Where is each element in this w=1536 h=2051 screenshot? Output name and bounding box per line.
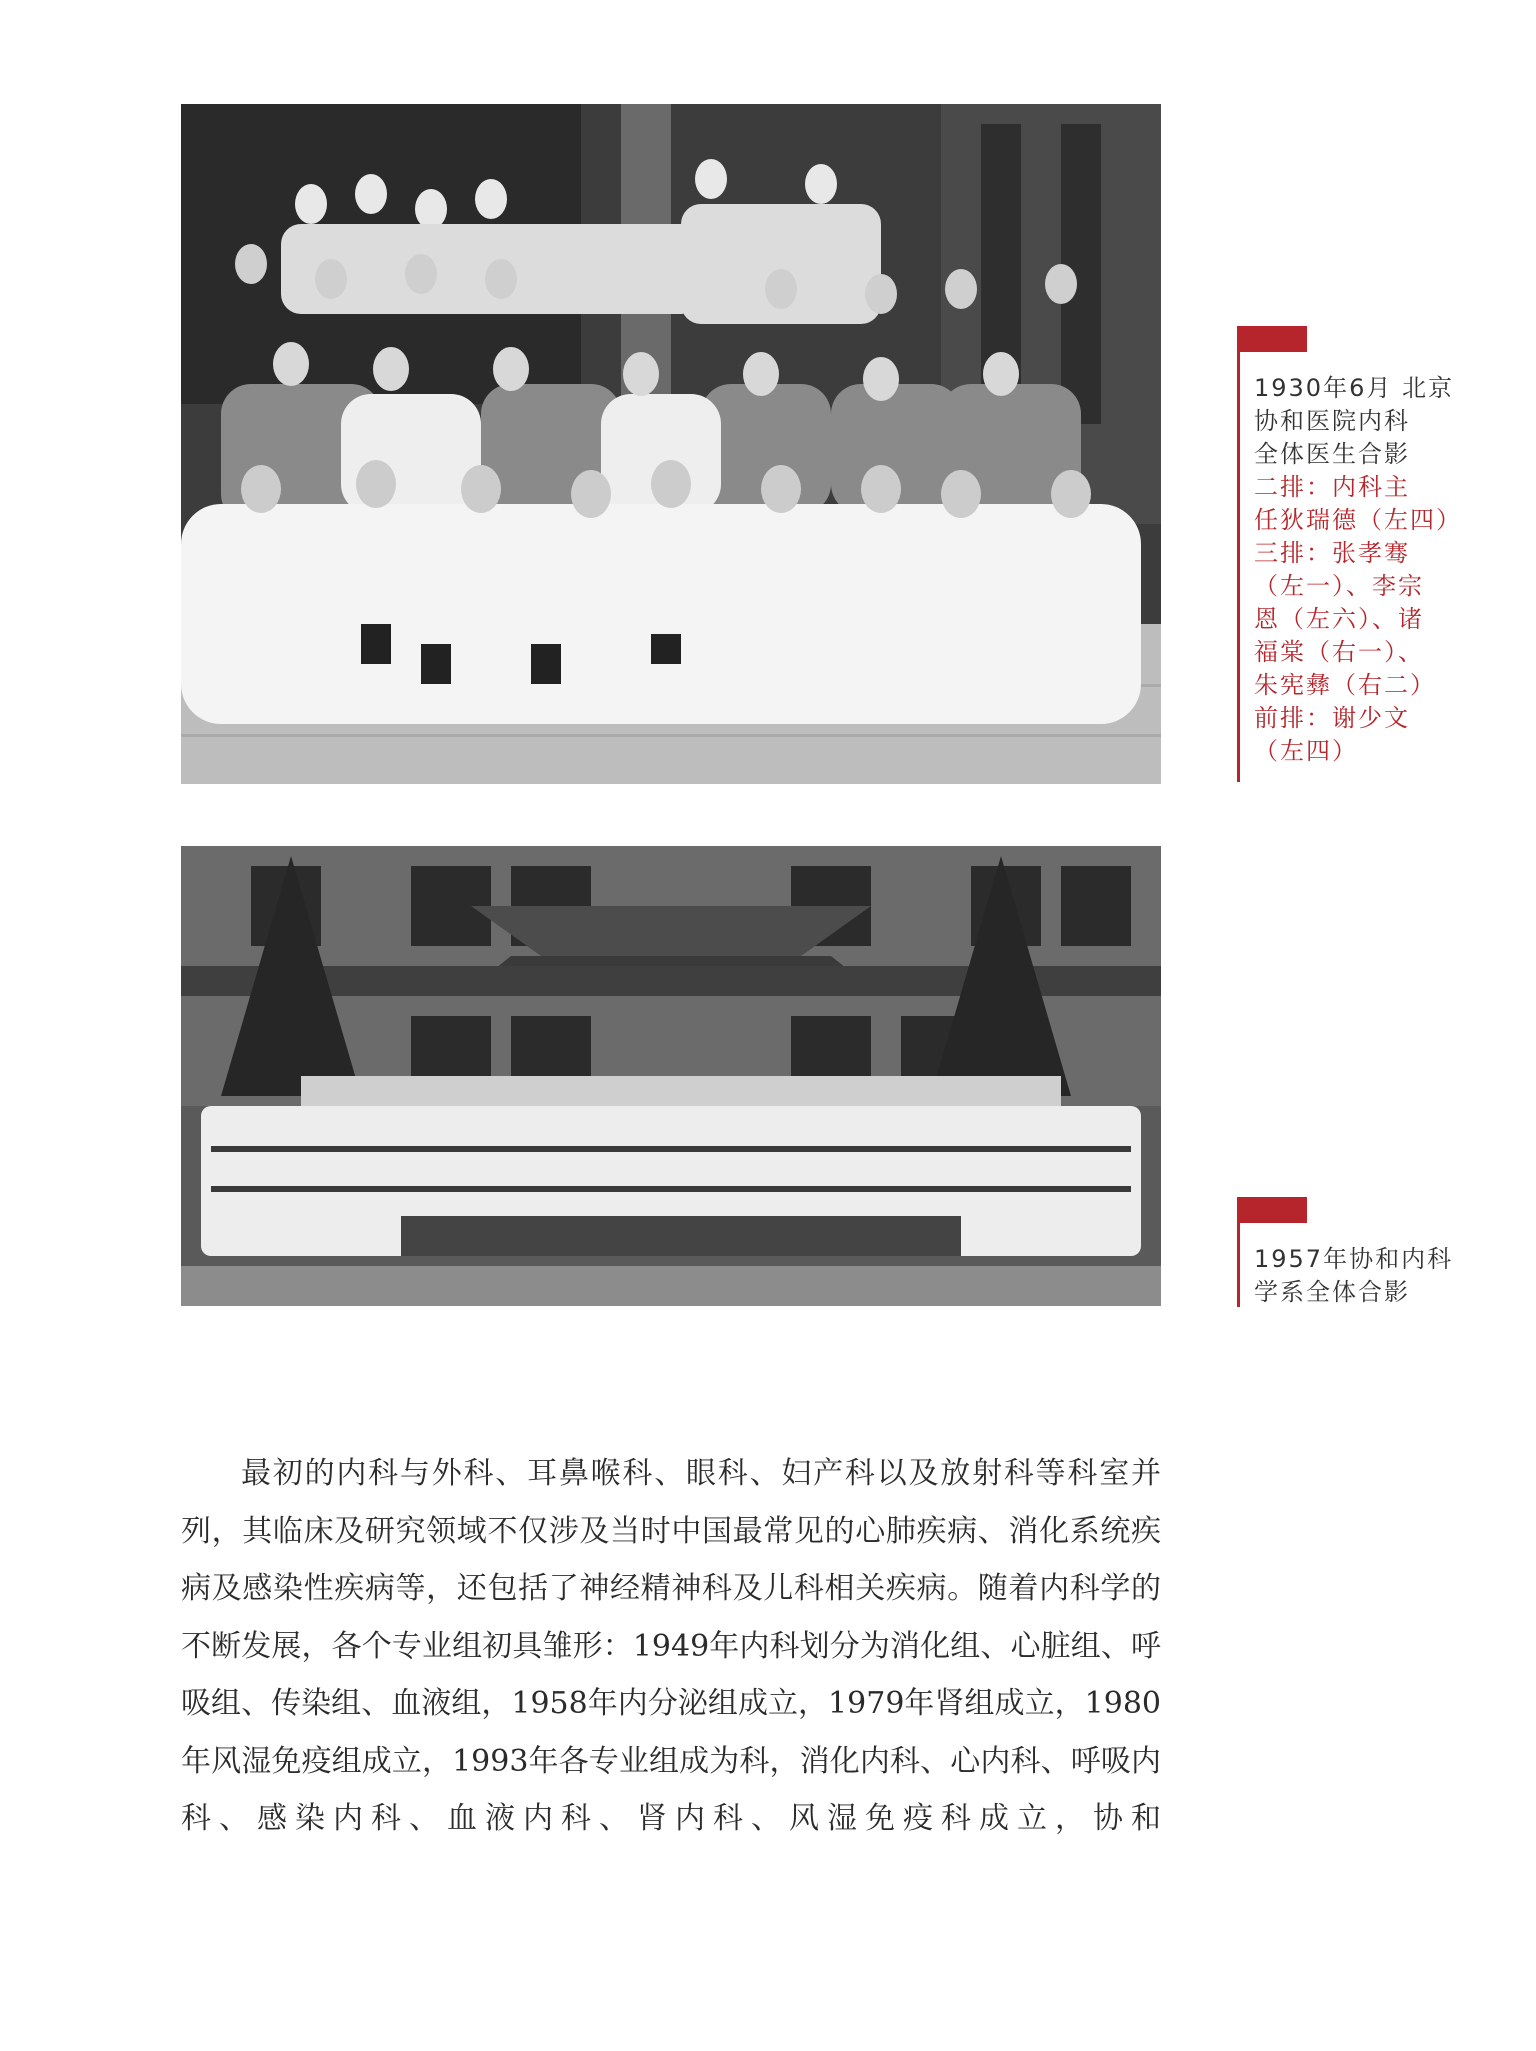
photo-1930-group	[181, 104, 1161, 784]
caption-1930	[1237, 326, 1462, 782]
caption-line-red: （左四）	[1254, 737, 1358, 765]
caption-line-red: 恩（左六）、诸	[1254, 605, 1424, 633]
caption-line-red: 三排：张孝骞	[1254, 539, 1410, 567]
caption-accent-tab	[1237, 1197, 1307, 1223]
caption-line-red: 二排：内科主	[1254, 473, 1410, 501]
caption-line-red: 朱宪彝（右二）	[1254, 671, 1436, 699]
caption-line: 全体医生合影	[1254, 440, 1410, 468]
caption-line-red: 福棠（右一）、	[1254, 638, 1424, 666]
caption-line: 1957年协和内科	[1254, 1245, 1454, 1273]
body-paragraph: 最初的内科与外科、耳鼻喉科、眼科、妇产科以及放射科等科室并列，其临床及研究领域不仅涉及当时中国最常见的心肺疾病、消化系统疾病及感染性疾病等，还包括了神经精神科及儿科相关疾病。随着内科学的不断发展，各个专业组初具雏形：1949年内科划分为消化组、心脏组、呼吸组、传染组、血液组，1958年内分泌组成立，1979年肾组成立，1980年风湿免疫组成立，1993年各专业组成为科，消化内科、心内科、呼吸内科、感染内科、血液内科、肾内科、风湿免疫科成立，协和	[181, 1456, 1161, 1836]
photo-1957-image	[181, 846, 1161, 1306]
caption-1957	[1237, 1197, 1454, 1307]
caption-line: 协和医院内科	[1254, 407, 1410, 435]
caption-accent-tab	[1237, 326, 1307, 352]
caption-line: 1930年6月 北京	[1254, 374, 1454, 402]
caption-line-red: 前排：谢少文	[1254, 704, 1410, 732]
caption-line: 学系全体合影	[1254, 1278, 1410, 1306]
photo-1930-image	[181, 104, 1161, 784]
caption-line-red: （左一）、李宗	[1254, 572, 1424, 600]
body-text	[181, 1445, 1161, 1848]
photo-1957-group	[181, 846, 1161, 1306]
caption-line-red: 任狄瑞德（左四）	[1254, 506, 1462, 534]
